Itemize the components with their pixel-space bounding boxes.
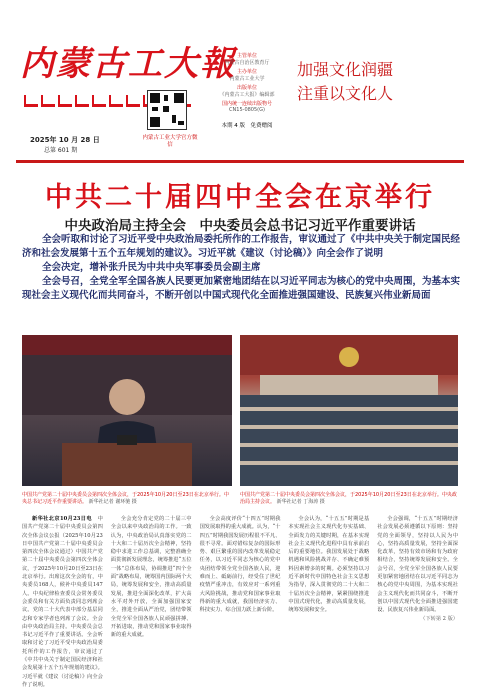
- qr-caption: 内蒙古工业大学官方微信: [142, 135, 198, 148]
- headline-deck: [22, 233, 460, 303]
- info-value: 《内蒙古工大报》编辑部: [219, 92, 275, 98]
- sub-headline: 中央政治局主持全会 中央委员会总书记习近平作重要讲话: [64, 218, 416, 234]
- deck-paragraph: 全会号召，全党全军全国各族人民要更加紧密地团结在以习近平同志为核心的党中央周围，为基本实现社会主义现代化而共同奋斗，不断开创以中国式现代化全面推进强国建设、民族复兴伟业新局面: [22, 276, 461, 301]
- article-column: [22, 515, 103, 688]
- photo-caption-right: [240, 492, 458, 506]
- photo-plenary-session: [240, 335, 458, 486]
- info-value: 内蒙古工业大学: [229, 76, 265, 82]
- photo-credit: 新华社记者 丁海涛 摄: [276, 499, 325, 505]
- divider: [16, 160, 464, 163]
- caption-text: 中国共产党第二十届中央委员会第四次全体会议，于2025年10月20日至23日在北京举行。中央政治局主持会议。: [240, 492, 457, 505]
- issue-date: 2025年 10 月 28 日: [30, 136, 100, 144]
- qr-code-icon: [147, 90, 187, 130]
- edition-note: 本期 4 版 免费赠阅: [221, 123, 273, 129]
- publication-info: [212, 50, 282, 129]
- photo-caption-left: [22, 492, 232, 506]
- info-value: 内蒙古自治区教育厅: [224, 60, 270, 66]
- article-column: [200, 515, 281, 675]
- caption-text: 中国共产党第二十届中央委员会第四次全体会议，于2025年10月20日至23日在北京举行。中央总书记习近平作重要讲话。: [22, 492, 229, 505]
- column-text: 全会强调，“十五五”时期经济社会发展必须遵循以下原则：坚持党的全面领导，坚持以人民为中心，坚持高质量发展，坚持全面深化改革，坚持有效市场和有为政府相结合，坚持统筹发展和安全。全会号召，全党全军全国各族人民要更加紧密地团结在以习近平同志为核心的党中央周围，为基本实现社会主义现代化而共同奋斗，不断开创以中国式现代化全面推进强国建设、民族复兴伟业新局面。: [377, 516, 458, 614]
- byline: 新华社北京10月23日电: [32, 516, 92, 522]
- continued-note: （下转第 2 版）: [420, 615, 458, 622]
- info-label: 主办单位: [236, 69, 257, 75]
- info-label: 主管单位: [236, 53, 257, 59]
- column-text: 全会充分肯定党的二十届三中全会以来中央政治局的工作。一致认为，中央政治局认真落实党的二十大和二十届历次全会精神，坚持稳中求进工作总基调，完整准确全面贯彻新发展理念，统筹推进“五位一体”总体布局，协调推进“四个全面”战略布局，统筹国内国际两个大局，统筹发展和安全，推动高质量发展，推进全面深化改革，扩大高水平对外开放，全面加强国家安全，推进全面从严治党，团结带领全党全军全国各族人民顽强拼搏、开拓进取，推动党和国家事业取得新的重大成就。: [110, 516, 192, 639]
- column-text: 中国共产党第二十届中央委员会第四次全体会议公报（2025年10月23日中国共产党第二十届中央委员会第四次全体会议通过）中国共产党第二十届中央委员会第四次全体会议，于2025年10月20日至23日在北京举行。出席这次全会的有，中央委员168人，候补中央委员147人。中央纪律检查委员会常务委员会委员和有关方面负责同志列席会议。党的二十大代表中部分基层同志和专家学者也列席了会议。全会由中央政治局主持。中央委员会总书记习近平作了重要讲话。全会听取和讨论了习近平受中央政治局委托所作的工作报告，审议通过了《中共中央关于制定国民经济和社会发展第十五个五年规划的建议》。习近平就《建议（讨论稿）》向全会作了说明。: [22, 516, 103, 688]
- plenary-photo-illustration: [240, 335, 458, 486]
- column-text: 全会高度评价“十四五”时期我国发展取得的重大成就。认为，“十四五”时期我国发展历程很不平凡、很不寻常。面对错综复杂的国际形势、艰巨繁重的国内改革发展稳定任务，以习近平同志为核心的党中央团结带领全党全国各族人民，迎难而上、砥砺前行，经受住了世纪疫情严重冲击，有效应对一系列重大风险挑战，推动党和国家事业取得新的重大成就，我国经济实力、科技实力、综合国力跃上新台阶。: [199, 516, 281, 614]
- promo-line: 注重以文化人: [297, 84, 394, 103]
- newspaper-logo: [20, 30, 236, 130]
- info-value: CN15-0805(G): [229, 107, 265, 113]
- masthead: [0, 0, 480, 160]
- deck-paragraph: 全会决定，增补张升民为中共中央军事委员会副主席: [42, 262, 261, 273]
- issue-number: 总第 601 期: [44, 147, 78, 154]
- main-headline: 中共二十届四中全会在京举行: [45, 182, 435, 213]
- speaker-photo-illustration: [22, 335, 232, 486]
- promo-slogan: [297, 58, 457, 106]
- info-label: 国内统一连续出版物号: [221, 101, 272, 107]
- article-column: [377, 515, 458, 675]
- mongolian-script-logo: [24, 92, 216, 106]
- photo-credit: 新华社记者 谢环驰 摄: [88, 499, 137, 505]
- photo-speaker: [22, 335, 232, 486]
- info-label: 出版单位: [236, 85, 257, 91]
- article-column: [111, 515, 192, 675]
- deck-paragraph: 全会听取和讨论了习近平受中央政治局委托所作的工作报告，审议通过了《中共中央关于制定国民经济和社会发展第十五个五年规划的建议》。习近平就《建议（讨论稿）》向全会作了说明: [22, 234, 461, 259]
- article-column: [288, 515, 369, 675]
- newspaper-title: 内蒙古工大報: [20, 44, 236, 84]
- promo-line: 加强文化润疆: [297, 60, 394, 79]
- article-body: [22, 515, 458, 688]
- column-text: 全会认为，“十五五”时期是基本实现社会主义现代化夯实基础、全面发力的关键时期，在基本实现社会主义现代化进程中具有承前启后的重要地位。我国发展处于战略机遇和风险挑战并存、不确定难预料因素增多的时期。必须坚持以习近平新时代中国特色社会主义思想为指导，深入贯彻党的二十大和二十届历次全会精神，紧紧围绕推进中国式现代化，推动高质量发展，统筹发展和安全。: [288, 516, 370, 614]
